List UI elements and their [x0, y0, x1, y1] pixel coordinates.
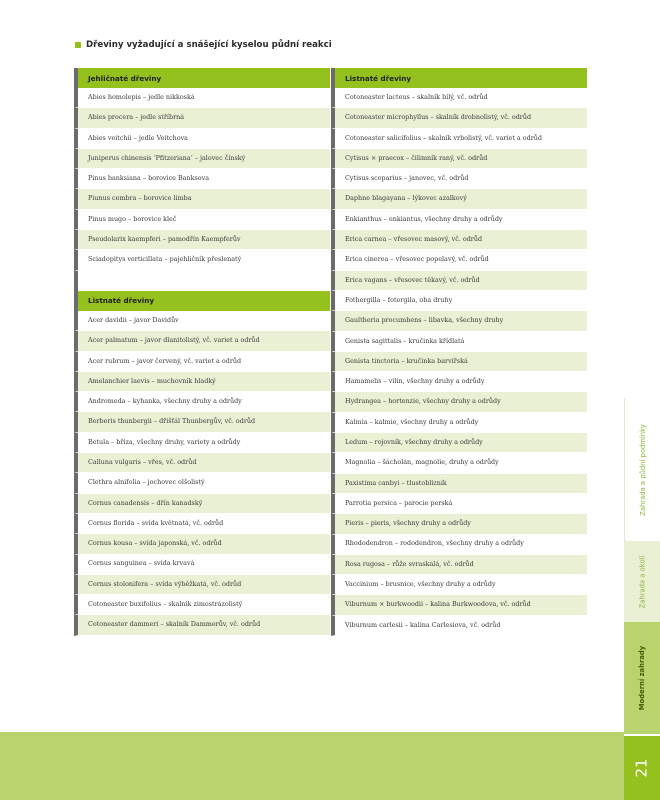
table-row: Cytisus scoparius – janovec, vč. odrůd [331, 169, 587, 189]
table-row: Vaccinium – brusnice, všechny druhy a odrůdy [331, 575, 587, 595]
section-heading-text: Dřeviny vyžadující a snášející kyselou půdní reakci [86, 40, 332, 50]
table-row: Abies veitchii – jedle Veitchova [74, 129, 330, 149]
table-row: Pieris – pieris, všechny druhy a odrůdy [331, 514, 587, 534]
table-row: Paxistima canbyi – tlustoblizník [331, 474, 587, 494]
chapter-sidebar [624, 398, 660, 734]
section-heading [75, 40, 332, 50]
table-row: Rhododendron – rododendron, všechny druhy a odrůdy [331, 535, 587, 555]
tab-zahrada-okoli[interactable] [624, 541, 660, 622]
table-row: Enkianthus – enkiantus, všechny druhy a odrůdy [331, 210, 587, 230]
table-row: Erica carnea – vřesovec masový, vč. odrůd [331, 230, 587, 250]
right-deciduous-header: Listnaté dřeviny [331, 68, 587, 88]
table-row: Cotoneaster lacteus – skalník bílý, vč. odrůd [331, 88, 587, 108]
table-row: Viburnum carlesii – kalina Carlesiova, vč. odrůd [331, 616, 587, 636]
table-row: Viburnum × burkwoodii – kalina Burkwoodova, vč. odrůd [331, 595, 587, 615]
tab-label: Zahrada a půdní podmínky [638, 423, 647, 516]
table-row: Cornus florida – svída květnatá, vč. odrůd [74, 514, 330, 534]
table-row: Abies homolepis – jedle nikkoská [74, 88, 330, 108]
deciduous-header: Listnaté dřeviny [74, 291, 330, 311]
table-row: Cornus canadensis – dřín kanadský [74, 494, 330, 514]
table-spacer [74, 271, 330, 291]
tab-label: Zahrada a okolí [638, 555, 646, 608]
left-table [74, 68, 330, 636]
table-row: Pinus mugo – borovice kleč [74, 210, 330, 230]
page-number: 21 [633, 758, 651, 778]
table-row: Hydrangea – hortenzie, všechny druhy a odrůdy [331, 392, 587, 412]
tab-zahrada-pudni-podminky[interactable] [624, 398, 660, 541]
table-row: Cotoneaster salicifolius – skalník vrbolistý, vč. variet a odrůd [331, 129, 587, 149]
table-row: Cotoneaster microphyllus – skalník drobnolistý, vč. odrůd [331, 108, 587, 128]
table-row: Hamamelis – vilín, všechny druhy a odrůdy [331, 372, 587, 392]
table-row: Abies procera – jedle stříbrná [74, 108, 330, 128]
table-row: Juniperus chinensis ‘Pfitzeriana’ – jalovec čínský [74, 149, 330, 169]
table-row: Genista sagittalis – kručinka křídlatá [331, 332, 587, 352]
conifers-list [74, 88, 330, 271]
table-row: Parrotia persica – parocie perská [331, 494, 587, 514]
right-table [331, 68, 587, 636]
table-row: Clethra alnifolia – jochovec olšolistý [74, 473, 330, 493]
page-number-box [624, 736, 660, 800]
table-row: Cotoneaster dammeri – skalník Dammerův, vč. odrůd [74, 615, 330, 635]
table-row: Piunus cembra – borovice limba [74, 189, 330, 209]
table-row: Fothergilla – fotergila, oba druhy [331, 291, 587, 311]
conifers-header: Jehličnaté dřeviny [74, 68, 330, 88]
deciduous-list [74, 311, 330, 636]
right-deciduous-list [331, 88, 587, 636]
footer-band [0, 732, 624, 800]
green-bullet-icon [75, 42, 81, 48]
table-row: Cytisus × praecox – čilimník raný, vč. odrůd [331, 149, 587, 169]
table-row: Cornus kousa – svída japonská, vč. odrůd [74, 534, 330, 554]
table-row: Rosa rugosa – růže svraskalá, vč. odrůd [331, 555, 587, 575]
table-row: Erica vagans – vřesovec těkavý, vč. odrůd [331, 271, 587, 291]
table-row: Betula – bříza, všechny druhy, variety a odrůdy [74, 433, 330, 453]
table-row: Pseudolarix kaempferi – pamodřín Kaempferův [74, 230, 330, 250]
table-row: Erica cinerea – vřesovec popelavý, vč. odrůd [331, 250, 587, 270]
table-row: Andromeda – kyhanka, všechny druhy a odrůdy [74, 392, 330, 412]
table-row: Pinus banksiana – borovice Banksova [74, 169, 330, 189]
table-row: Genista tinctoria – kručinka barvířská [331, 352, 587, 372]
table-row: Gaultheria procumbens – libavka, všechny druhy [331, 311, 587, 331]
table-row: Calluna vulgaris – vřes, vč. odrůd [74, 453, 330, 473]
table-row: Daphne blagayana – lýkovec azalkový [331, 189, 587, 209]
table-row: Cotoneaster buxifolius – skalník zimostrázolistý [74, 595, 330, 615]
table-row: Ledum – rojovník, všechny druhy a odrůdy [331, 433, 587, 453]
tab-moderni-zahrady[interactable] [624, 622, 660, 734]
table-row: Amelanchier laevis – muchovník hladký [74, 372, 330, 392]
table-row: Acer palmatum – javor dlanitolistý, vč. variet a odrůd [74, 331, 330, 351]
tab-label: Moderní zahrady [638, 645, 647, 711]
table-row: Sciadopitys verticillata – pajehličník přeslenatý [74, 250, 330, 270]
table-row: Berberis thunbergii – dřišťál Thunbergův, vč. odrůd [74, 412, 330, 432]
table-row: Kalmia – kalmie, všechny druhy a odrůdy [331, 413, 587, 433]
table-row: Cornus stolonifera – svída výběžkatá, vč. odrůd [74, 575, 330, 595]
table-row: Acer rubrum – javor červený, vč. variet a odrůd [74, 352, 330, 372]
table-row: Acer davidii – javor Davidův [74, 311, 330, 331]
table-row: Cornus sanguinea – svída krvavá [74, 555, 330, 575]
table-row: Magnolia – šácholán, magnolie, druhy a odrůdy [331, 453, 587, 473]
